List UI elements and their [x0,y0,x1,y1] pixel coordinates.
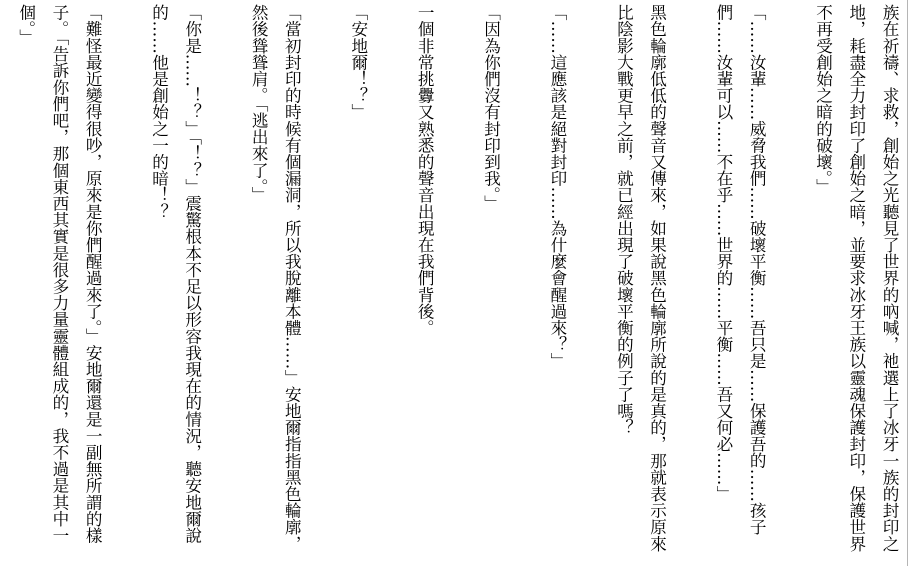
paragraph: 黑色輪廓低低的聲音又傳來，如果說黑色輪廓所說的是真的，那就表示原來比陰影大戰更早之前，就已經出現了破壞平衡的例子了嗎？ [614,4,667,552]
paragraph: 「難怪最近變得很吵，原來是你們醒過來了。」安地爾還是一副無所謂的樣子。「告訴你們吧，那個東西其實是很多力量靈體組成的，我不過是其中一個。」 [16,4,103,544]
paragraph: 「當初封印的時候有個漏洞，所以我脫離本體……」安地爾指指黑色輪廓，然後聳聳肩。「逃出來了。」 [249,4,302,552]
vertical-text-body [6,4,906,562]
page-edge-rule [907,0,908,566]
paragraph: 「安地爾！？」 [348,4,368,121]
blank-line [508,4,541,562]
blank-line [109,4,142,562]
paragraph: 族在祈禱、求救，創始之光聽見了世界的吶喊，祂選上了冰牙一族的封印之地，耗盡全力封印了創始之暗，並要求冰牙王族以靈魂保護封印，保護世界不再受創始之暗的破壞。」 [813,4,899,552]
paragraph: 「你是……！？」「！？」震驚根本不足以形容我現在的情況，聽安地爾說的……他是創始之一的暗！？ [149,4,202,544]
paragraph: 「……汝輩……威脅我們……破壞平衡……吾只是……保護吾的……孩子們……汝輩可以……不在乎……世界的……平衡……吾又何必……」 [713,4,767,536]
blank-line [375,4,408,562]
blank-line [441,4,474,562]
blank-line [209,4,242,562]
blank-line [308,4,341,562]
blank-line [574,4,607,562]
blank-line [674,4,707,562]
paragraph: 「……這應該是絕對封印……為什麼會醒過來？」 [547,4,567,370]
blank-line [6,4,10,562]
paragraph: 「因為你們沒有封印到我。」 [481,4,501,212]
blank-line [773,4,806,562]
paragraph: 一個非常挑釁又熟悉的聲音出現在我們背後。 [415,4,435,336]
